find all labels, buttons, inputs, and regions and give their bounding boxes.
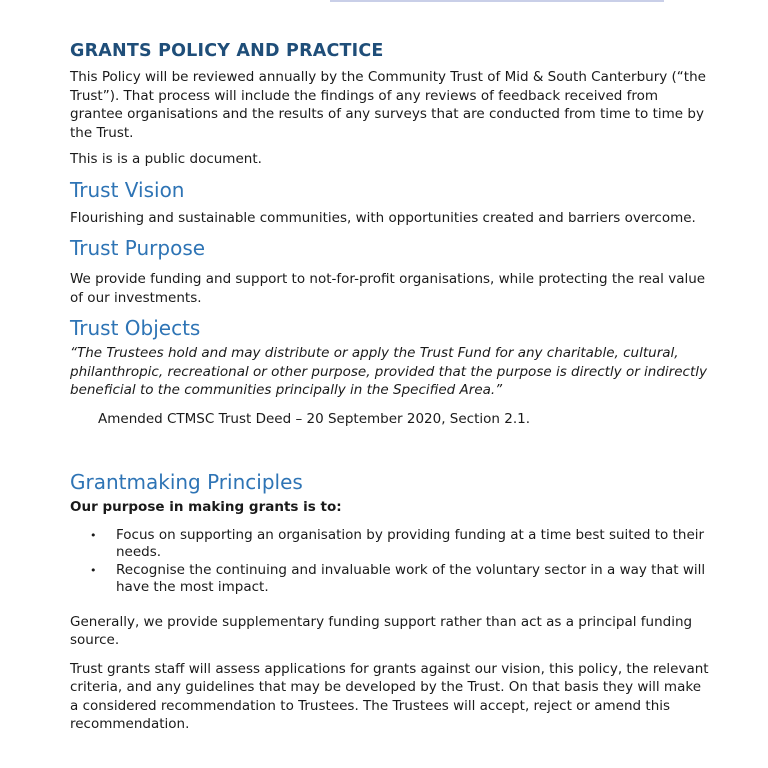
list-item: [70, 527, 710, 561]
trust-vision-heading: Trust Vision: [70, 177, 185, 202]
principles-lead: Our purpose in making grants is to:: [70, 499, 342, 515]
bullet-text: Recognise the continuing and invaluable work of the voluntary sector in a way that will have the most impact.: [116, 561, 706, 595]
trust-purpose-text: We provide funding and support to not-for-profit organisations, while protecting the real value of our investments.: [70, 271, 706, 306]
trust-objects-heading: Trust Objects: [70, 316, 201, 340]
trust-deed-citation: Amended CTMSC Trust Deed – 20 September 2020, Section 2.1.: [98, 410, 531, 427]
bullet-icon: •: [90, 563, 97, 577]
bullet-text: Focus on supporting an organisation by providing funding at a time best suited to their needs.: [116, 526, 705, 560]
document-title: GRANTS POLICY AND PRACTICE: [70, 41, 384, 61]
trust-vision-text: Flourishing and sustainable communities, with opportunities created and barriers overcome.: [70, 209, 696, 226]
grantmaking-principles-heading: Grantmaking Principles: [70, 470, 303, 494]
list-item: [70, 562, 710, 596]
public-note: This is is a public document.: [70, 151, 262, 167]
document-page: [70, 40, 710, 734]
general-funding-paragraph: Generally, we provide supplementary funding support rather than act as a principal funding source.: [70, 613, 693, 648]
principles-bullet-list: [70, 527, 710, 596]
trust-objects-quote: “The Trustees hold and may distribute or apply the Trust Fund for any charitable, cultural, philanthropic, recreational or other purpose, provided that the purpose is directly or indirectly beneficial to the communities principally in the Specified Area.”: [70, 345, 707, 398]
trust-purpose-heading: Trust Purpose: [70, 236, 206, 260]
bullet-icon: •: [90, 528, 97, 542]
intro-paragraph: This Policy will be reviewed annually by the Community Trust of Mid & South Canterbury (“the Trust”). That process will include the findings of any reviews of feedback received from grantee organisations and the results of any surveys that are conducted from time to time by the Trust.: [70, 69, 706, 141]
header-divider-bar: [330, 0, 664, 2]
assessment-paragraph: Trust grants staff will assess applications for grants against our vision, this policy, the relevant criteria, and any guidelines that may be developed by the Trust. On that basis they will make a considered recommendation to Trustees. The Trustees will accept, reject or amend this recommendation.: [70, 660, 709, 732]
